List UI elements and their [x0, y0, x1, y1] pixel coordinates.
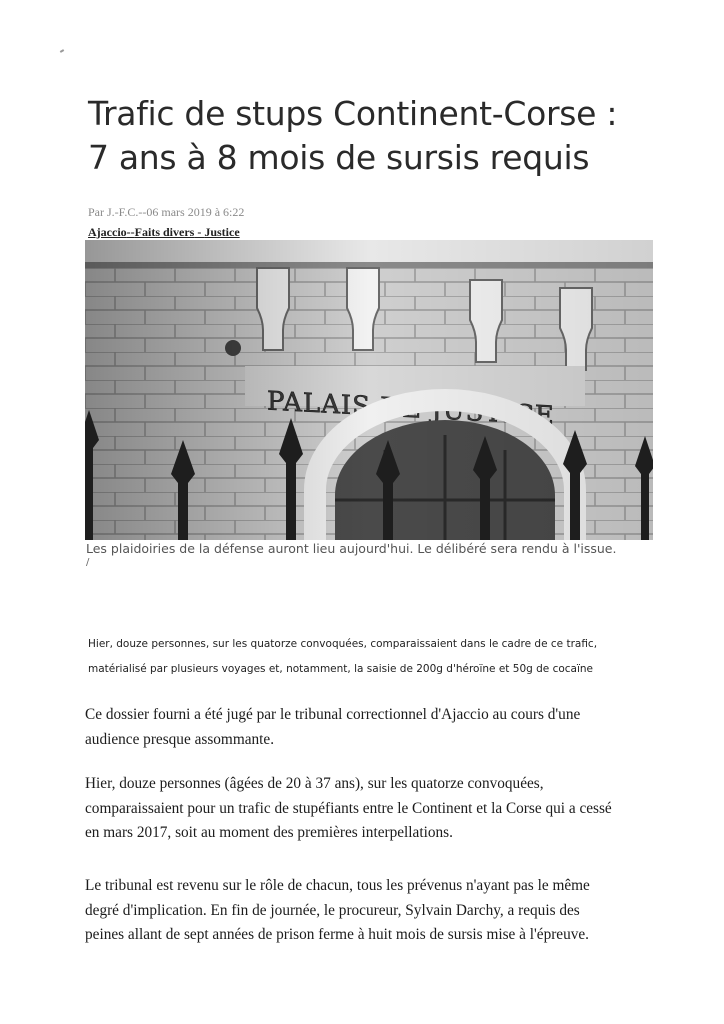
- paragraph-line: en mars 2017, soit au moment des premières interpellations.: [85, 824, 453, 841]
- paragraph-line: Le tribunal est revenu sur le rôle de chacun, tous les prévenus n'ayant pas le même: [85, 877, 590, 894]
- photo-caption: Les plaidoiries de la défense auront lieu aujourd'hui. Le délibéré sera rendu à l'issue.: [86, 541, 617, 556]
- title-line: 7 ans à 8 mois de sursis requis: [88, 138, 590, 177]
- caption-mark: /: [86, 557, 90, 568]
- scan-speck: [60, 49, 64, 53]
- lede-line: matérialisé par plusieurs voyages et, notamment, la saisie de 200g d'héroïne et 50g de cocaïne: [88, 663, 594, 675]
- paragraph-line: Hier, douze personnes (âgées de 20 à 37 ans), sur les quatorze convoquées,: [85, 775, 544, 792]
- body-paragraph: [85, 772, 685, 846]
- article-photo: [85, 240, 653, 540]
- rubric-city-link[interactable]: Ajaccio: [88, 225, 127, 239]
- paragraph-line: degré d'implication. En fin de journée, le procureur, Sylvain Darchy, a requis des: [85, 901, 580, 919]
- article-title: [88, 92, 688, 180]
- paragraph-line: audience presque assommante.: [85, 730, 275, 748]
- title-line: Trafic de stups Continent-Corse :: [88, 94, 618, 133]
- article-lede: [88, 632, 678, 682]
- courthouse-photo: [85, 240, 653, 540]
- rubric-breadcrumb: [88, 225, 240, 240]
- paragraph-line: peines allant de sept années de prison ferme à huit mois de sursis mise à l'épreuve.: [85, 926, 590, 943]
- rubric-separator: --: [126, 225, 135, 239]
- body-paragraph: [85, 703, 685, 752]
- paragraph-line: Ce dossier fourni a été jugé par le tribunal correctionnel d'Ajaccio au cours d'une: [85, 706, 581, 723]
- byline: Par J.-F.C.--06 mars 2019 à 6:22: [88, 205, 245, 219]
- rubric-subsection-link[interactable]: Justice: [204, 225, 240, 239]
- rubric-section-link[interactable]: Faits divers: [134, 225, 195, 239]
- rubric-separator: -: [194, 225, 205, 239]
- body-paragraph: [85, 874, 685, 948]
- lede-line: Hier, douze personnes, sur les quatorze convoquées, comparaissaient dans le cadre de ce trafic,: [88, 638, 598, 650]
- paragraph-line: comparaissaient pour un trafic de stupéfiants entre le Continent et la Corse qui a cessé: [85, 799, 612, 817]
